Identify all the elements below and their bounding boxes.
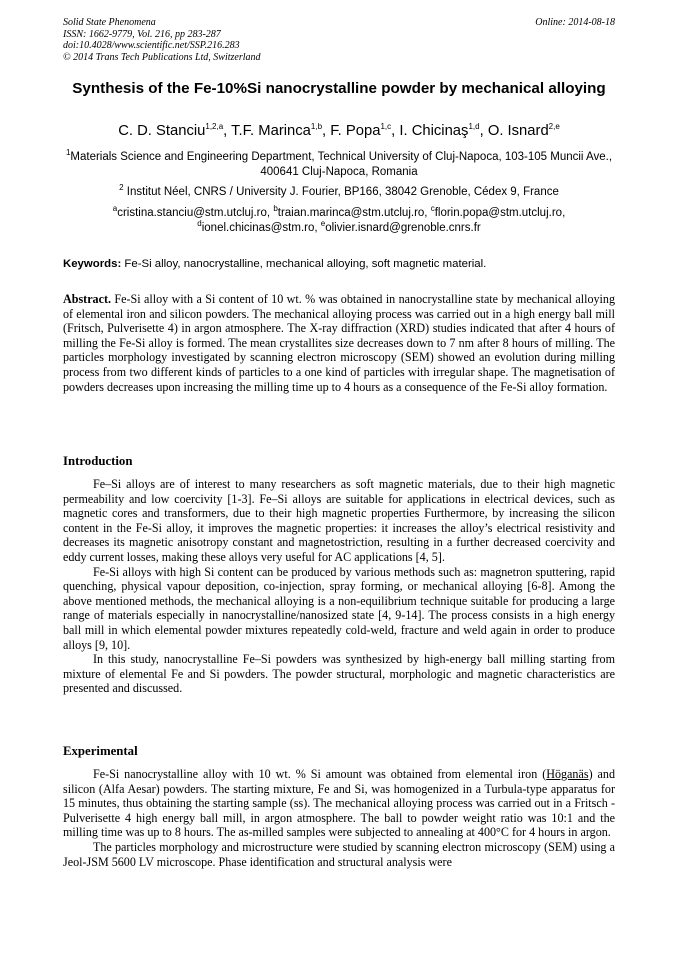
email: $^b$traian.marinca@stm.utcluj.ro <box>273 204 425 219</box>
underlined-term: Höganäs <box>546 767 589 781</box>
paragraph: The particles morphology and microstructure were studied by scanning electron microscopy (SEM) using a Jeol-JSM 5600 LV microscope. Phase identification and structural analysis were <box>63 839 615 869</box>
author: T.F. Marinca$^{1,b}$ <box>231 122 323 139</box>
author: I. Chicinaş$^{1,d}$ <box>399 122 480 139</box>
issn-line: ISSN: 1662-9779, Vol. 216, pp 283-287 <box>63 28 221 40</box>
keywords <box>63 257 615 271</box>
email: $^e$olivier.isnard@grenoble.cnrs.fr <box>320 218 481 234</box>
copyright-line: © 2014 Trans Tech Publications Ltd, Switzerland <box>63 51 261 63</box>
abstract-text: Fe-Si alloy with a Si content of 10 wt. % was obtained in nanocrystalline state by mechanical alloying of elemental iron and silicon powders. The mechanical alloying process was carried out in a high energy ball mill (Fritsch, Pulverisette 4) in argon atmosphere. The X-ray diffraction (XRD) studies indicated that after 4 hours of milling the Fe-Si alloy is formed. The mean crystallites size decreases down to 7 nm after 8 hours of milling. The particles morphology investigated by scanning electron microscopy (SEM) showed an evolution during milling process from two different kinds of particles to a one kind of particles with irregular shape. The magnetisation of powders decreases upon increasing the milling time up to 4 hours as a consequence of the Fe-Si alloy formation. <box>63 292 615 394</box>
section-heading: Experimental <box>63 744 138 758</box>
author: F. Popa$^{1,c}$ <box>330 122 392 139</box>
author: C. D. Stanciu$^{1,2,a}$ <box>118 122 224 139</box>
introduction-section <box>63 454 615 696</box>
email: $^c$florin.popa@stm.utcluj.ro <box>430 204 563 219</box>
section-heading: Introduction <box>63 454 133 468</box>
abstract <box>63 292 615 394</box>
journal-name: Solid State Phenomena <box>63 17 156 28</box>
email: $^a$cristina.stanciu@stm.utcluj.ro <box>112 204 267 219</box>
paper-title: Synthesis of the Fe-10%Si nanocrystalline powder by mechanical alloying <box>72 80 606 97</box>
keywords-label: Keywords: <box>63 258 122 270</box>
doi-line: doi:10.4028/www.scientific.net/SSP.216.283 <box>63 40 240 51</box>
online-date: Online: 2014-08-18 <box>535 17 615 28</box>
author-emails: $^a$cristina.stanciu@stm.utcluj.ro, $^b$traian.marinca@stm.utcluj.ro, $^c$florin.popa@stm.utcluj.ro, $^d$ionel.chicinas@stm.ro, $^e$olivier.isnard@grenoble.cnrs.fr <box>112 204 566 234</box>
abstract-label: Abstract. <box>63 292 112 306</box>
running-header <box>63 17 615 63</box>
email: $^d$ionel.chicinas@stm.ro <box>197 218 315 234</box>
paragraph: Fe–Si alloys are of interest to many researchers as soft magnetic materials, due to their high magnetic permeability and low coercivity [1-3]. Fe–Si alloys are suitable for applications in electrical devices, such as magnetic cores and transformers, due to their high magnetic properties Furthermore, by increasing the silicon content in the Fe-Si alloy, it improves the magnetic properties: it increases the alloy’s electrical resistivity and decreases its magnetic anisotropy constant and magnetostriction, resulting in a further decreased coercivity and eddy current losses, making these alloys very useful for AC applications [4, 5]. <box>63 477 615 564</box>
experimental-section <box>63 744 615 869</box>
author: O. Isnard$^{2,e}$ <box>487 122 560 139</box>
keywords-text: Fe-Si alloy, nanocrystalline, mechanical alloying, soft magnetic material. <box>124 258 487 270</box>
affiliation-2: $^2$ Institut Néel, CNRS / University J. Fourier, BP166, 38042 Grenoble, Cédex 9, France <box>119 183 559 198</box>
paragraph: Fe-Si nanocrystalline alloy with 10 wt. % Si amount was obtained from elemental iron (Höganäs) and silicon (Alfa Aesar) powders. The starting mixture, Fe and Si, was homogenized in a Turbula-type apparatus for 15 minutes, thus obtaining the starting sample (ss). The mechanical alloying process was carried out in a Fritsch - Pulverisette 4 high energy ball mill, in argon atmosphere. The ball to powder weight ratio was 10:1 and the milling time was up to 8 hours. The as-milled samples were subjected to annealing at 400°C for 4 hours in argon. <box>63 767 616 840</box>
paragraph: In this study, nanocrystalline Fe–Si powders was synthesized by high-energy ball milling starting from mixture of elemental Fe and Si powders. The powder structural, morphologic and magnetic characteristics are presented and discussed. <box>63 652 615 696</box>
paragraph: Fe-Si alloys with high Si content can be produced by various methods such as: magnetron sputtering, rapid quenching, physical vapour deposition, co-injection, spray forming, or mechanical alloying [6-8]. Among the above mentioned methods, the mechanical alloying is a non-equilibrium technique suitable for producing a large range of materials especially in nanocrystalline/nanosized state [4, 9-14]. The process consists in a high energy ball mill in which elemental powder mixtures repeatedly cold-weld, fracture and weld again in order to produce alloys [9, 10]. <box>63 564 615 652</box>
author-list: C. D. Stanciu$^{1,2,a}$, T.F. Marinca$^{1,b}$, F. Popa$^{1,c}$, I. Chicinaş$^{1,d}$, O. Isnard$^{2,e}$ <box>118 122 560 139</box>
affiliation-1: $^1$Materials Science and Engineering Department, Technical University of Cluj-Napoca, 103-105 Muncii Ave., 400641 Cluj-Napoca, Romania <box>65 148 613 178</box>
